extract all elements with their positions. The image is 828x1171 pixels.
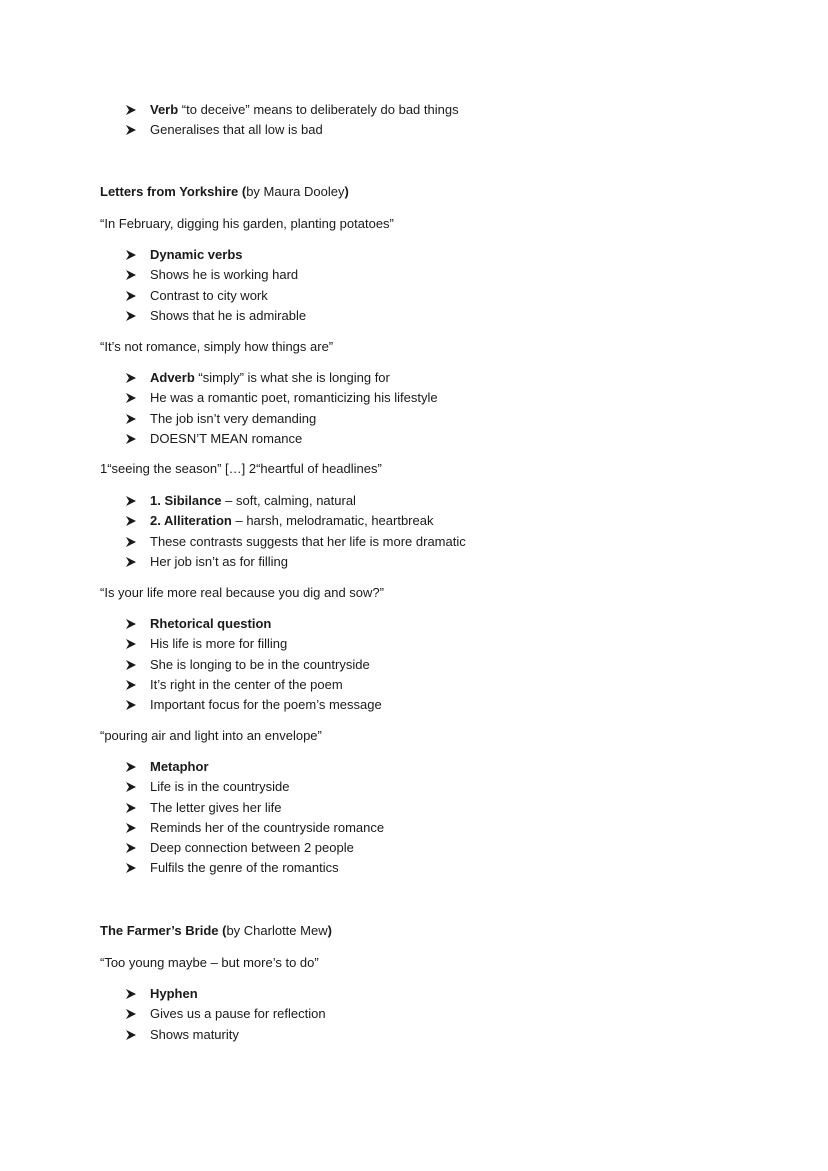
arrow-bullet-icon bbox=[125, 120, 139, 140]
bullet-item: Rhetorical question bbox=[0, 614, 828, 634]
bullet-item: These contrasts suggests that her life is more dramatic bbox=[0, 532, 828, 552]
bullet-list bbox=[0, 757, 828, 879]
bullet-list bbox=[0, 100, 828, 141]
quote-line: “Is your life more real because you dig and sow?” bbox=[100, 585, 384, 600]
bullet-list bbox=[0, 491, 828, 572]
arrow-bullet-icon bbox=[125, 265, 139, 285]
arrow-bullet-icon bbox=[125, 368, 139, 388]
arrow-bullet-icon bbox=[125, 511, 139, 531]
bullet-list bbox=[0, 614, 828, 715]
arrow-bullet-icon bbox=[125, 286, 139, 306]
bullet-item: Shows that he is admirable bbox=[0, 306, 828, 326]
bullet-item: Shows he is working hard bbox=[0, 265, 828, 285]
arrow-bullet-icon bbox=[125, 655, 139, 675]
arrow-bullet-icon bbox=[125, 245, 139, 265]
bullet-item: Shows maturity bbox=[0, 1025, 828, 1045]
arrow-bullet-icon bbox=[125, 429, 139, 449]
bullet-list bbox=[0, 368, 828, 449]
bullet-item: The job isn’t very demanding bbox=[0, 409, 828, 429]
section-heading: Letters from Yorkshire (by Maura Dooley) bbox=[100, 184, 349, 199]
quote-line: “Too young maybe – but more’s to do” bbox=[100, 955, 319, 970]
bullet-item: She is longing to be in the countryside bbox=[0, 655, 828, 675]
quote-line: 1“seeing the season” […] 2“heartful of headlines” bbox=[100, 461, 382, 476]
bullet-item: The letter gives her life bbox=[0, 798, 828, 818]
arrow-bullet-icon bbox=[125, 838, 139, 858]
arrow-bullet-icon bbox=[125, 409, 139, 429]
bullet-item: Gives us a pause for reflection bbox=[0, 1004, 828, 1024]
bullet-item: His life is more for filling bbox=[0, 634, 828, 654]
arrow-bullet-icon bbox=[125, 532, 139, 552]
bullet-item: 1. Sibilance – soft, calming, natural bbox=[0, 491, 828, 511]
bullet-item: 2. Alliteration – harsh, melodramatic, heartbreak bbox=[0, 511, 828, 531]
bullet-item: Contrast to city work bbox=[0, 286, 828, 306]
arrow-bullet-icon bbox=[125, 798, 139, 818]
quote-line: “It’s not romance, simply how things are” bbox=[100, 339, 334, 354]
quote-line: “pouring air and light into an envelope” bbox=[100, 728, 322, 743]
bullet-item: Reminds her of the countryside romance bbox=[0, 818, 828, 838]
arrow-bullet-icon bbox=[125, 552, 139, 572]
arrow-bullet-icon bbox=[125, 858, 139, 878]
bullet-item: Metaphor bbox=[0, 757, 828, 777]
bullet-item: Fulfils the genre of the romantics bbox=[0, 858, 828, 878]
bullet-item: Verb “to deceive” means to deliberately do bad things bbox=[0, 100, 828, 120]
bullet-item: Generalises that all low is bad bbox=[0, 120, 828, 140]
arrow-bullet-icon bbox=[125, 634, 139, 654]
arrow-bullet-icon bbox=[125, 757, 139, 777]
arrow-bullet-icon bbox=[125, 818, 139, 838]
arrow-bullet-icon bbox=[125, 388, 139, 408]
bullet-item: Dynamic verbs bbox=[0, 245, 828, 265]
bullet-item: Her job isn’t as for filling bbox=[0, 552, 828, 572]
arrow-bullet-icon bbox=[125, 1004, 139, 1024]
arrow-bullet-icon bbox=[125, 675, 139, 695]
quote-line: “In February, digging his garden, planting potatoes” bbox=[100, 216, 394, 231]
arrow-bullet-icon bbox=[125, 984, 139, 1004]
arrow-bullet-icon bbox=[125, 695, 139, 715]
bullet-item: Hyphen bbox=[0, 984, 828, 1004]
arrow-bullet-icon bbox=[125, 100, 139, 120]
bullet-list bbox=[0, 984, 828, 1045]
arrow-bullet-icon bbox=[125, 491, 139, 511]
arrow-bullet-icon bbox=[125, 1025, 139, 1045]
bullet-item: Important focus for the poem’s message bbox=[0, 695, 828, 715]
bullet-list bbox=[0, 245, 828, 326]
bullet-item: Adverb “simply” is what she is longing for bbox=[0, 368, 828, 388]
bullet-item: Life is in the countryside bbox=[0, 777, 828, 797]
bullet-item: It’s right in the center of the poem bbox=[0, 675, 828, 695]
bullet-item: DOESN’T MEAN romance bbox=[0, 429, 828, 449]
bullet-item: Deep connection between 2 people bbox=[0, 838, 828, 858]
section-heading: The Farmer’s Bride (by Charlotte Mew) bbox=[100, 923, 332, 938]
bullet-item: He was a romantic poet, romanticizing his lifestyle bbox=[0, 388, 828, 408]
arrow-bullet-icon bbox=[125, 777, 139, 797]
arrow-bullet-icon bbox=[125, 614, 139, 634]
arrow-bullet-icon bbox=[125, 306, 139, 326]
